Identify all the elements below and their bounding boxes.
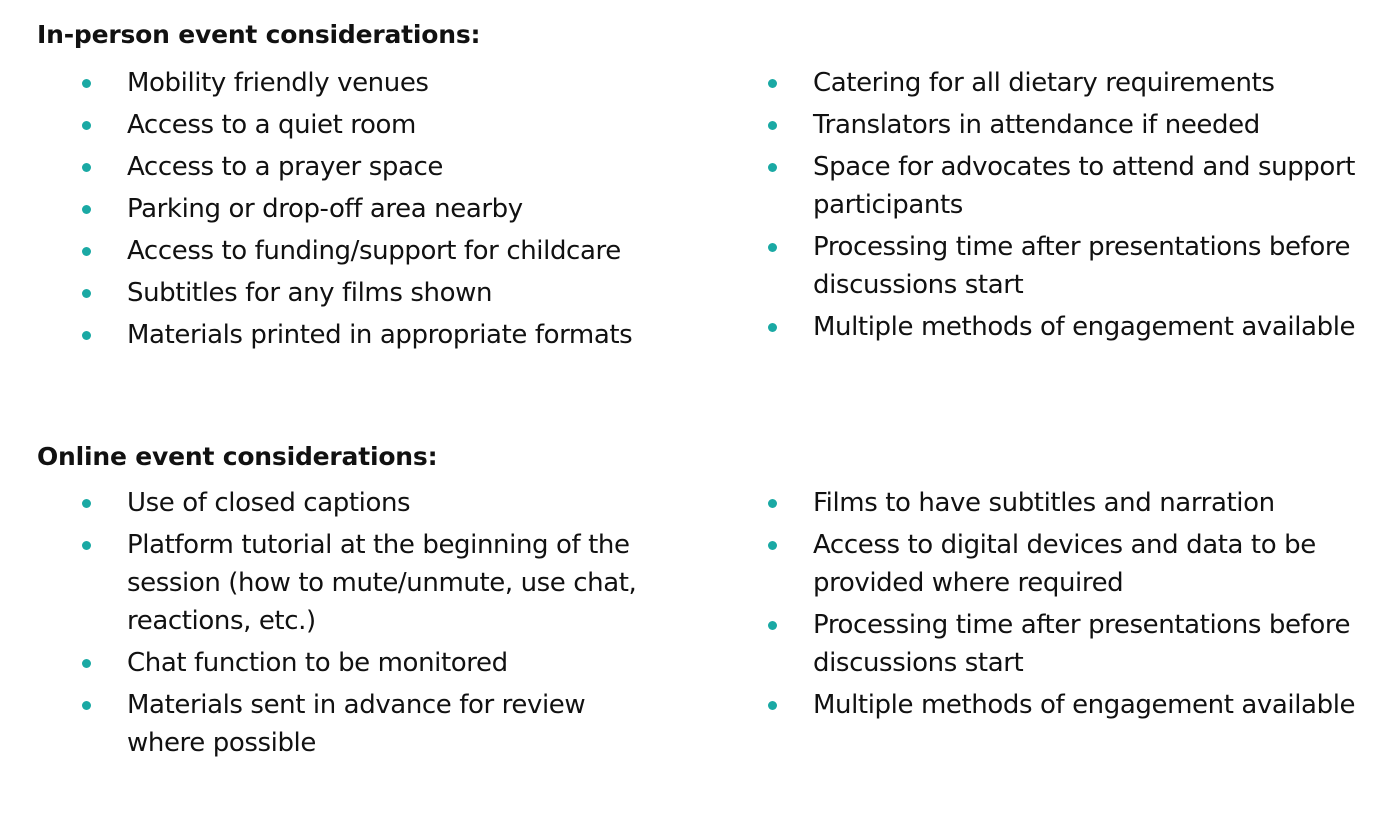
list-item: Materials sent in advance for review where possible — [82, 686, 642, 762]
list-item: Multiple methods of engagement available — [768, 308, 1368, 346]
list-item: Multiple methods of engagement available — [768, 686, 1368, 724]
online-list-left — [82, 484, 642, 766]
list-item: Mobility friendly venues — [82, 64, 642, 102]
in-person-list-left — [82, 64, 642, 358]
list-item: Use of closed captions — [82, 484, 642, 522]
list-item: Access to a quiet room — [82, 106, 642, 144]
list-item: Materials printed in appropriate formats — [82, 316, 642, 354]
online-list-right — [768, 484, 1368, 728]
in-person-list-right — [768, 64, 1368, 350]
list-item: Space for advocates to attend and support participants — [768, 148, 1368, 224]
list-item: Translators in attendance if needed — [768, 106, 1368, 144]
list-item: Subtitles for any films shown — [82, 274, 642, 312]
list-item: Processing time after presentations before discussions start — [768, 606, 1368, 682]
list-item: Chat function to be monitored — [82, 644, 642, 682]
in-person-section-title: In-person event considerations: — [37, 20, 481, 49]
list-item: Films to have subtitles and narration — [768, 484, 1368, 522]
list-item: Access to digital devices and data to be provided where required — [768, 526, 1368, 602]
list-item: Processing time after presentations before discussions start — [768, 228, 1368, 304]
list-item: Platform tutorial at the beginning of the session (how to mute/unmute, use chat, reactions, etc.) — [82, 526, 642, 640]
list-item: Catering for all dietary requirements — [768, 64, 1368, 102]
list-item: Parking or drop-off area nearby — [82, 190, 642, 228]
list-item: Access to a prayer space — [82, 148, 642, 186]
list-item: Access to funding/support for childcare — [82, 232, 642, 270]
online-section-title: Online event considerations: — [37, 442, 438, 471]
